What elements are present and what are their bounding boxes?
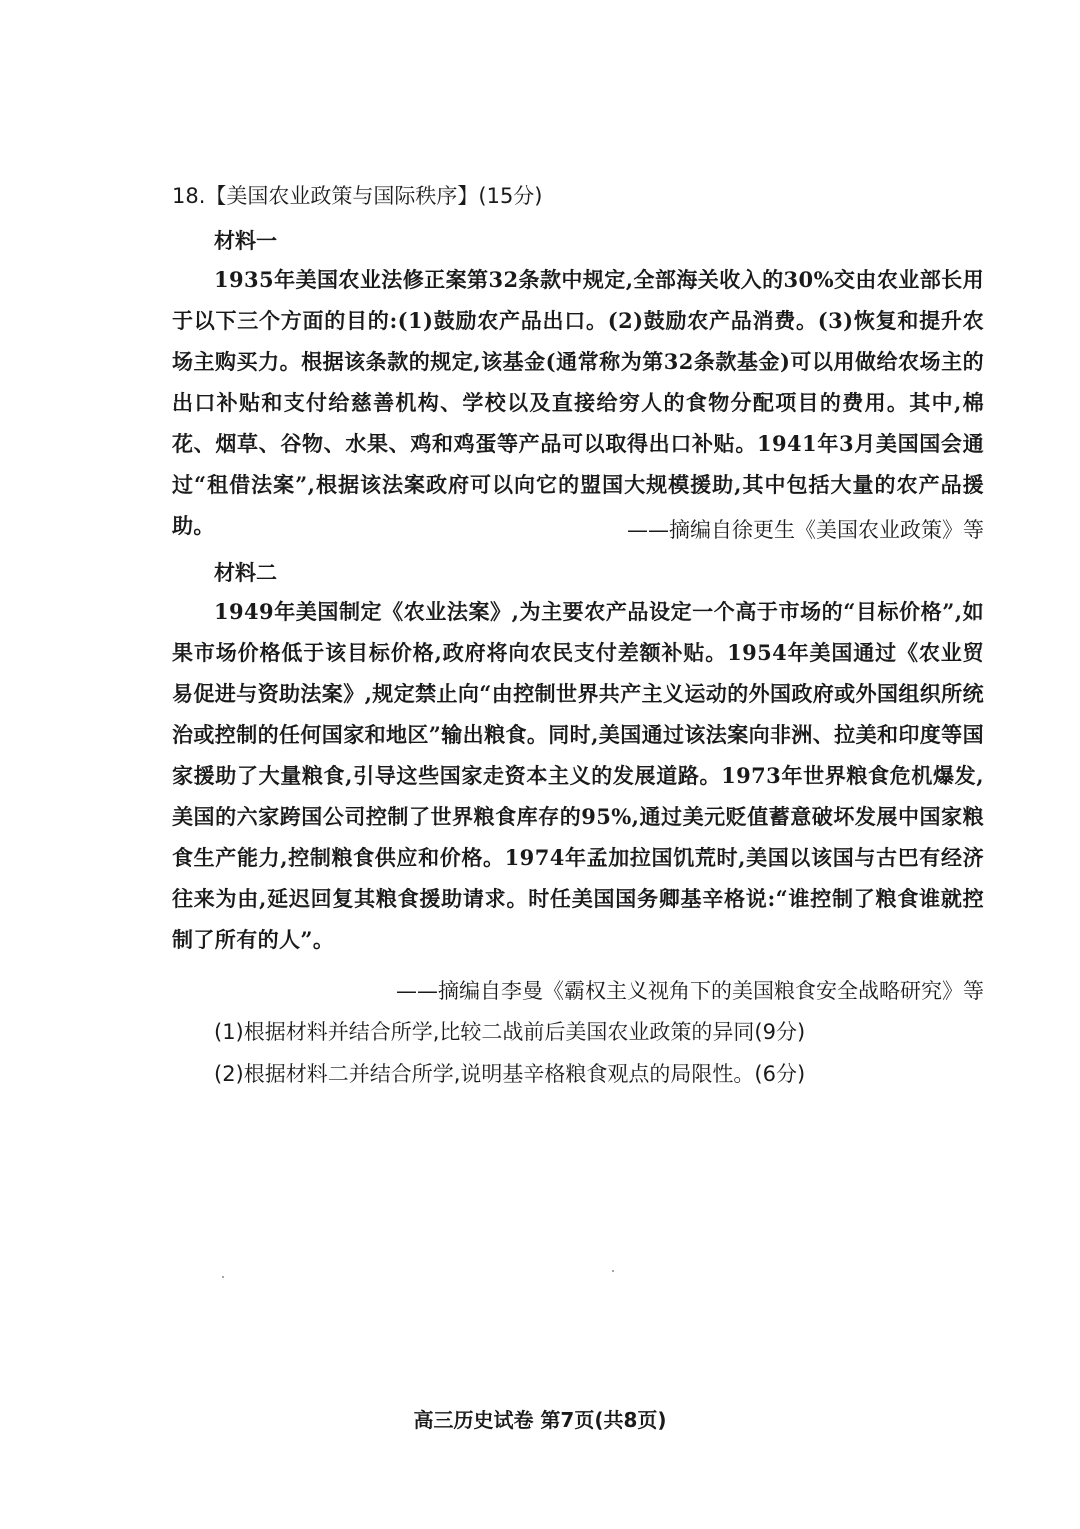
material-two-source: ——摘编自李曼《霸权主义视角下的美国粮食安全战略研究》等 <box>396 979 984 1003</box>
sub-question-1: (1)根据材料并结合所学,比较二战前后美国农业政策的异同(9分) <box>214 1020 806 1044</box>
sub-question-2: (2)根据材料二并结合所学,说明基辛格粮食观点的局限性。(6分) <box>214 1062 806 1086</box>
scan-speck <box>612 1270 614 1272</box>
scan-speck <box>222 1276 224 1278</box>
material-two-body: 1949年美国制定《农业法案》,为主要农产品设定一个高于市场的“目标价格”,如果市场价格低于该目标价格,政府将向农民支付差额补贴。1954年美国通过《农业贸易促进与资助法案》,规定禁止向“由控制世界共产主义运动的外国政府或外国组织所统治或控制的任何国家和地区”输出粮食。同时,美国通过该法案向非洲、拉美和印度等国家援助了大量粮食,引导这些国家走资本主义的发展道路。1973年世界粮食危机爆发,美国的六家跨国公司控制了世界粮食库存的95%,通过美元贬值蓄意破坏发展中国家粮食生产能力,控制粮食供应和价格。1974年孟加拉国饥荒时,美国以该国与古巴有经济往来为由,延迟回复其粮食援助请求。时任美国国务卿基辛格说:“谁控制了粮食谁就控制了所有的人”。 <box>172 599 984 952</box>
page-footer: 高三历史试卷 第7页(共8页) <box>413 1408 667 1432</box>
material-two-heading: 材料二 <box>214 561 277 585</box>
material-one-heading: 材料一 <box>214 229 277 253</box>
question-title: 18.【美国农业政策与国际秩序】(15分) <box>172 184 543 208</box>
material-one-source: ——摘编自徐更生《美国农业政策》等 <box>627 518 984 542</box>
material-one-body: 1935年美国农业法修正案第32条款中规定,全部海关收入的30%交由农业部长用于以下三个方面的目的:(1)鼓励农产品出口。(2)鼓励农产品消费。(3)恢复和提升农场主购买力。根据该条款的规定,该基金(通常称为第32条款基金)可以用做给农场主的出口补贴和支付给慈善机构、学校以及直接给穷人的食物分配项目的费用。其中,棉花、烟草、谷物、水果、鸡和鸡蛋等产品可以取得出口补贴。1941年3月美国国会通过“租借法案”,根据该法案政府可以向它的盟国大规模援助,其中包括大量的农产品援助。 <box>172 267 984 538</box>
